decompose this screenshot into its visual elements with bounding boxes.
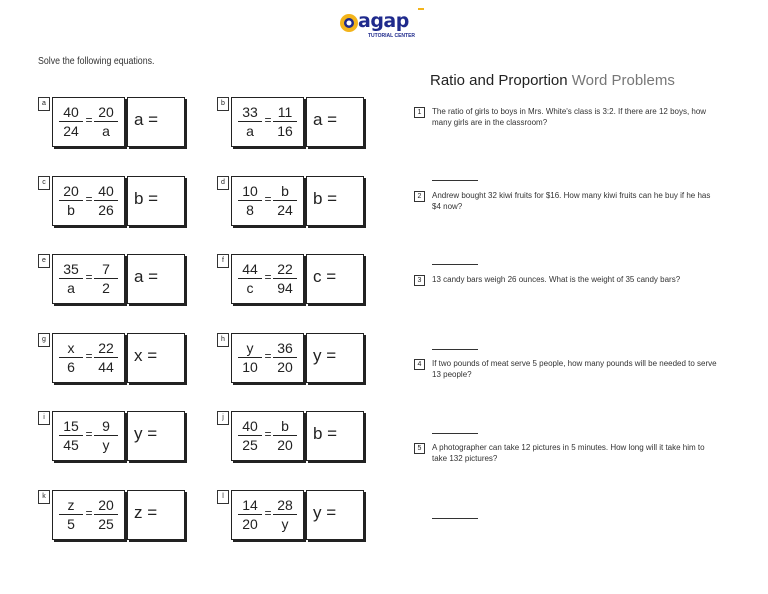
right-fraction	[94, 497, 118, 532]
proportion-box	[231, 411, 304, 461]
problem-letter: f	[217, 254, 229, 268]
equation-problem	[217, 490, 365, 542]
answer-box[interactable]	[306, 97, 364, 147]
right-fraction	[94, 340, 118, 375]
denominator: 24	[277, 202, 293, 218]
denominator: 25	[242, 437, 258, 453]
right-fraction	[273, 183, 297, 218]
answer-line[interactable]	[432, 264, 478, 265]
equation-problem	[217, 333, 365, 385]
right-fraction	[94, 261, 118, 296]
numerator: 44	[238, 261, 262, 279]
denominator: 5	[67, 516, 75, 532]
equation-problem	[217, 97, 365, 149]
denominator: 25	[98, 516, 114, 532]
numerator: x	[59, 340, 83, 358]
denominator: b	[67, 202, 75, 218]
right-fraction	[273, 340, 297, 375]
numerator: 28	[273, 497, 297, 515]
proportion-box	[52, 411, 125, 461]
answer-box[interactable]	[127, 176, 185, 226]
left-fraction	[238, 340, 262, 375]
answer-box[interactable]	[127, 254, 185, 304]
logo-accent-icon	[418, 8, 424, 14]
numerator: 20	[59, 183, 83, 201]
proportion-box	[52, 333, 125, 383]
numerator: 40	[238, 418, 262, 436]
problem-letter: k	[38, 490, 50, 504]
answer-box[interactable]	[306, 411, 364, 461]
answer-label: a =	[313, 110, 338, 129]
denominator: a	[102, 123, 110, 139]
equation-problem	[38, 97, 186, 149]
answer-box[interactable]	[306, 254, 364, 304]
problem-letter: l	[217, 490, 229, 504]
denominator: 6	[67, 359, 75, 375]
equation-problem	[38, 254, 186, 306]
numerator: 20	[94, 497, 118, 515]
answer-box[interactable]	[306, 333, 364, 383]
answer-label: b =	[313, 189, 338, 208]
answer-box[interactable]	[127, 97, 185, 147]
left-fraction	[238, 104, 262, 139]
problem-letter: e	[38, 254, 50, 268]
answer-label: y =	[313, 503, 337, 522]
equals-sign: =	[264, 506, 272, 520]
denominator: 20	[242, 516, 258, 532]
denominator: a	[67, 280, 75, 296]
title-secondary: Word Problems	[571, 72, 675, 89]
problem-number: 5	[414, 443, 425, 454]
problem-letter: c	[38, 176, 50, 190]
problem-text: Andrew bought 32 kiwi fruits for $16. How many kiwi fruits can he buy if he has $4 now?	[432, 191, 711, 211]
equation-problem	[38, 411, 186, 463]
problem-text: A photographer can take 12 pictures in 5 minutes. How long will it take him to take 132 pictures?	[432, 443, 705, 463]
left-fraction	[238, 497, 262, 532]
equation-problem	[217, 176, 365, 228]
problem-letter: d	[217, 176, 229, 190]
equals-sign: =	[85, 192, 93, 206]
answer-label: y =	[134, 424, 158, 443]
denominator: 44	[98, 359, 114, 375]
answer-box[interactable]	[127, 333, 185, 383]
right-fraction	[273, 418, 297, 453]
denominator: 94	[277, 280, 293, 296]
equals-sign: =	[264, 270, 272, 284]
answer-label: b =	[313, 424, 338, 443]
right-fraction	[94, 183, 118, 218]
problem-number: 3	[414, 275, 425, 286]
denominator: y	[102, 437, 110, 453]
logo-wordmark: agap	[358, 10, 409, 32]
equals-sign: =	[85, 506, 93, 520]
proportion-box	[52, 490, 125, 540]
numerator: 15	[59, 418, 83, 436]
equation-problem	[38, 176, 186, 228]
left-fraction	[59, 497, 83, 532]
proportion-box	[231, 97, 304, 147]
numerator: 14	[238, 497, 262, 515]
numerator: 10	[238, 183, 262, 201]
answer-line[interactable]	[432, 433, 478, 434]
problem-number: 2	[414, 191, 425, 202]
numerator: 11	[273, 104, 297, 122]
problem-letter: g	[38, 333, 50, 347]
proportion-box	[231, 333, 304, 383]
numerator: 33	[238, 104, 262, 122]
denominator: a	[246, 123, 254, 139]
numerator: 35	[59, 261, 83, 279]
left-fraction	[59, 418, 83, 453]
answer-label: y =	[313, 346, 337, 365]
equation-problem	[38, 333, 186, 385]
answer-line[interactable]	[432, 180, 478, 181]
numerator: y	[238, 340, 262, 358]
proportion-box	[52, 97, 125, 147]
numerator: 40	[94, 183, 118, 201]
denominator: 10	[242, 359, 258, 375]
problem-letter: i	[38, 411, 50, 425]
proportion-box	[52, 176, 125, 226]
answer-line[interactable]	[432, 349, 478, 350]
numerator: 20	[94, 104, 118, 122]
left-fraction	[238, 261, 262, 296]
instructions: Solve the following equations.	[38, 56, 155, 67]
problem-text: The ratio of girls to boys in Mrs. White's class is 3:2. If there are 12 boys, how many girls are in the classroom?	[432, 107, 707, 127]
denominator: y	[281, 516, 289, 532]
equals-sign: =	[85, 349, 93, 363]
answer-box[interactable]	[306, 490, 364, 540]
equals-sign: =	[264, 192, 272, 206]
numerator: 36	[273, 340, 297, 358]
answer-label: x =	[134, 346, 158, 365]
denominator: 2	[102, 280, 110, 296]
page-title	[430, 72, 675, 89]
numerator: 22	[273, 261, 297, 279]
left-fraction	[238, 418, 262, 453]
problem-letter: b	[217, 97, 229, 111]
right-fraction	[94, 104, 118, 139]
left-fraction	[59, 183, 83, 218]
denominator: 26	[98, 202, 114, 218]
proportion-box	[52, 254, 125, 304]
denominator: 16	[277, 123, 293, 139]
equals-sign: =	[85, 427, 93, 441]
proportion-box	[231, 176, 304, 226]
left-fraction	[238, 183, 262, 218]
right-fraction	[94, 418, 118, 453]
answer-line[interactable]	[432, 518, 478, 519]
problem-letter: a	[38, 97, 50, 111]
numerator: b	[273, 418, 297, 436]
denominator: c	[246, 280, 254, 296]
problem-letter: j	[217, 411, 229, 425]
numerator: 22	[94, 340, 118, 358]
left-fraction	[59, 340, 83, 375]
equals-sign: =	[85, 113, 93, 127]
answer-box[interactable]	[127, 411, 185, 461]
equation-problem	[217, 411, 365, 463]
numerator: 40	[59, 104, 83, 122]
problem-text: If two pounds of meat serve 5 people, how many pounds will be needed to serve 13 people?	[432, 359, 717, 379]
proportion-box	[231, 254, 304, 304]
left-fraction	[59, 261, 83, 296]
equals-sign: =	[264, 113, 272, 127]
right-fraction	[273, 261, 297, 296]
denominator: 20	[277, 359, 293, 375]
denominator: 45	[63, 437, 79, 453]
equals-sign: =	[264, 427, 272, 441]
right-fraction	[273, 104, 297, 139]
answer-label: b =	[134, 189, 159, 208]
title-main: Ratio and Proportion	[430, 72, 568, 89]
logo-mark-icon	[338, 12, 360, 34]
logo	[338, 10, 438, 40]
problem-text: 13 candy bars weigh 26 ounces. What is the weight of 35 candy bars?	[432, 275, 681, 284]
equation-problem	[38, 490, 186, 542]
proportion-box	[231, 490, 304, 540]
denominator: 8	[246, 202, 254, 218]
answer-box[interactable]	[127, 490, 185, 540]
answer-box[interactable]	[306, 176, 364, 226]
answer-label: a =	[134, 267, 159, 286]
problem-letter: h	[217, 333, 229, 347]
equals-sign: =	[264, 349, 272, 363]
equation-problem	[217, 254, 365, 306]
problem-number: 4	[414, 359, 425, 370]
answer-label: c =	[313, 267, 337, 286]
equals-sign: =	[85, 270, 93, 284]
numerator: b	[273, 183, 297, 201]
numerator: z	[59, 497, 83, 515]
logo-subtitle: TUTORIAL CENTER	[368, 33, 416, 39]
problem-number: 1	[414, 107, 425, 118]
right-fraction	[273, 497, 297, 532]
answer-label: z =	[134, 503, 158, 522]
denominator: 24	[63, 123, 79, 139]
numerator: 9	[94, 418, 118, 436]
left-fraction	[59, 104, 83, 139]
numerator: 7	[94, 261, 118, 279]
answer-label: a =	[134, 110, 159, 129]
denominator: 20	[277, 437, 293, 453]
